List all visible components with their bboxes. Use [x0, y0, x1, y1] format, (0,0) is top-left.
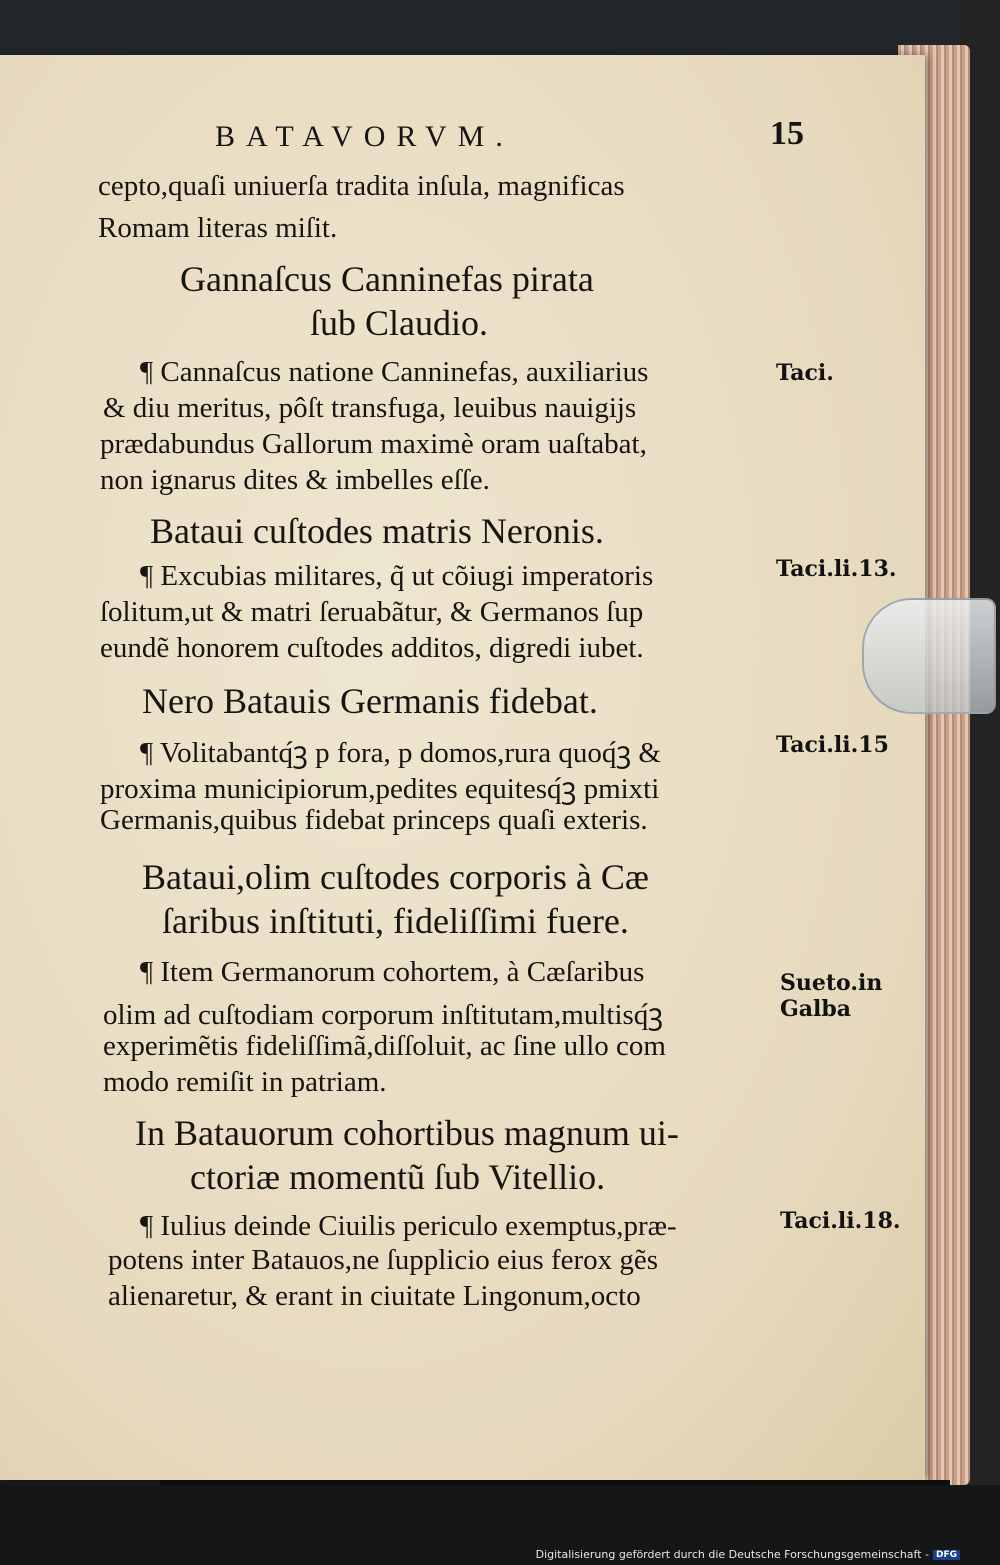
margin-note: Taci.li.15: [776, 732, 889, 758]
digitization-credit-text: Digitalisierung gefördert durch die Deutsche Forschungsgemeinschaft -: [535, 1548, 929, 1561]
section-heading: Bataui,olim cuſtodes corporis à Cæ: [142, 857, 649, 897]
running-head: BATAVORVM.: [215, 120, 514, 153]
text-line: prædabundus Gallorum maximè oram uaſtabat,: [100, 428, 647, 460]
digitization-credit: [536, 1548, 960, 1561]
text-line: Romam literas miſit.: [98, 212, 338, 244]
text-line: ſolitum,ut & matri ſeruabãtur, & Germanos ſup: [100, 596, 644, 628]
text-line: ¶ Excubias militares, q̃ ut cõiugi imperatoris: [140, 560, 654, 592]
page-clip: [862, 598, 996, 714]
section-heading: ctoriæ momentũ ſub Vitellio.: [190, 1157, 606, 1197]
section-heading: Bataui cuſtodes matris Neronis.: [150, 511, 604, 551]
text-line: Germanis,quibus fidebat princeps quaſi exteris.: [100, 804, 648, 836]
section-heading: Nero Batauis Germanis fidebat.: [142, 681, 598, 721]
text-line: alienaretur, & erant in ciuitate Lingonum,octo: [108, 1280, 641, 1312]
text-line: modo remiſit in patriam.: [103, 1066, 387, 1098]
margin-note: Taci.li.18.: [780, 1208, 901, 1234]
margin-note: Sueto.in: [780, 970, 883, 996]
margin-note: Galba: [780, 996, 852, 1022]
text-line: cepto,quaſi uniuerſa tradita inſula, magnificas: [98, 170, 625, 202]
margin-note: Taci.: [776, 360, 834, 386]
margin-note: Taci.li.13.: [776, 556, 897, 582]
text-line: ¶ Cannaſcus natione Canninefas, auxiliarius: [140, 356, 649, 388]
text-line: non ignarus dites & imbelles eſſe.: [100, 464, 490, 496]
text-line: ¶ Volitabantq́ꝫ p fora, p domos,rura quoq́ꝫ &: [140, 737, 661, 769]
text-line: potens inter Batauos,ne ſupplicio eius ferox gẽs: [108, 1244, 659, 1276]
text-line: ¶ Iulius deinde Ciuilis periculo exemptus,præ-: [140, 1210, 677, 1242]
section-heading: Gannaſcus Canninefas pirata: [180, 259, 594, 299]
section-heading: ſub Claudio.: [310, 303, 488, 343]
text-line: ¶ Item Germanorum cohortem, à Cæſaribus: [140, 956, 645, 988]
text-line: experimẽtis fideliſſimã,diſſoluit, ac ſine ullo com: [103, 1030, 666, 1062]
section-heading: In Batauorum cohortibus magnum ui-: [135, 1113, 679, 1153]
text-line: olim ad cuſtodiam corporum inſtitutam,multisq́ꝫ: [103, 999, 664, 1031]
text-line: eundẽ honorem cuſtodes additos, digredi iubet.: [100, 632, 644, 664]
section-heading: ſaribus inſtituti, fideliſſimi fuere.: [162, 901, 629, 941]
dfg-logo-icon: DFG: [933, 1550, 960, 1560]
text-line: & diu meritus, pôſt transfuga, leuibus nauigijs: [103, 392, 637, 424]
text-line: proxima municipiorum,pedites equitesq́ꝫ pmixti: [100, 773, 660, 805]
page-number: 15: [770, 115, 804, 152]
scan-backdrop-top: [0, 0, 1000, 60]
